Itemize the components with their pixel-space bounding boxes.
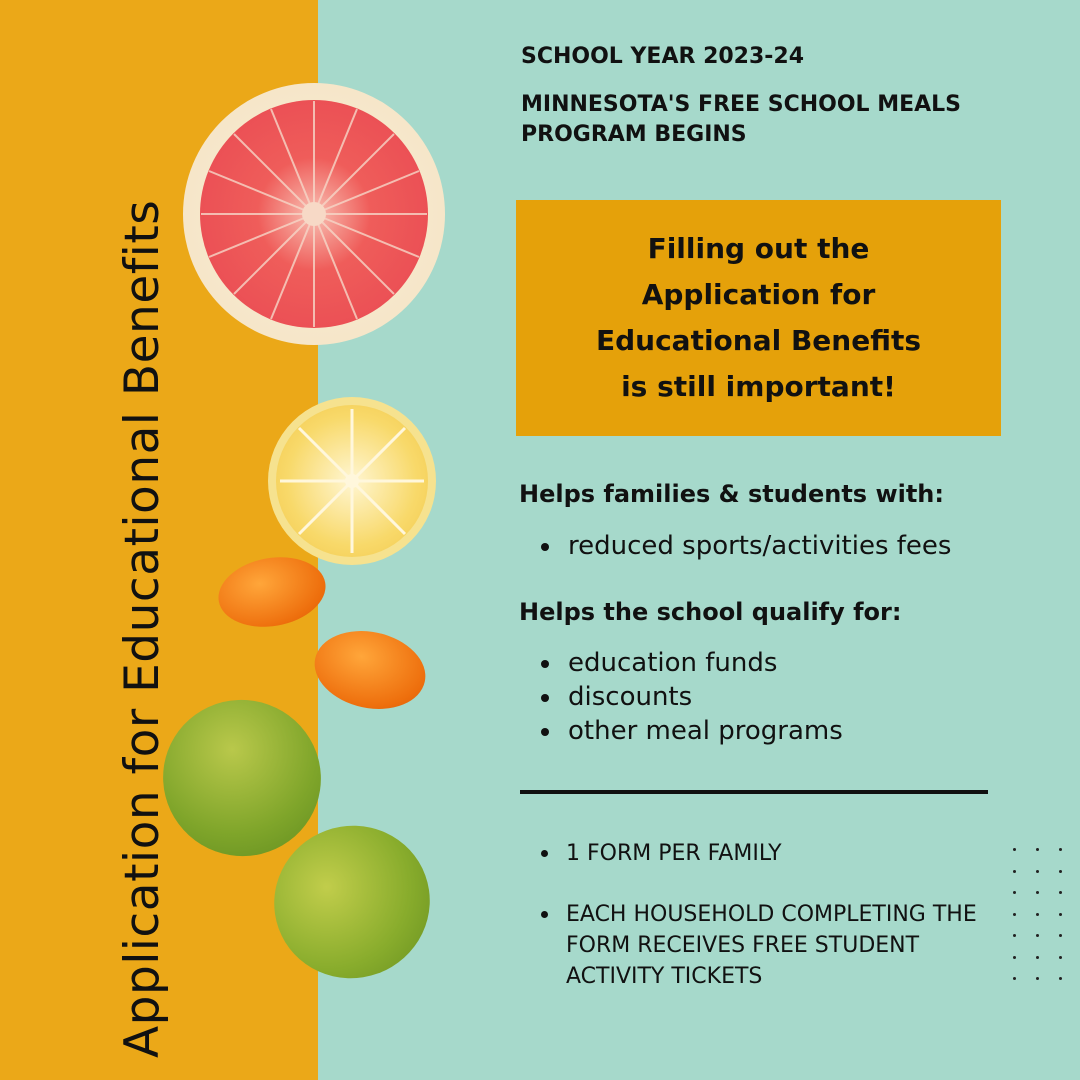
- divider: [520, 790, 988, 794]
- bullet-icon: [541, 543, 549, 551]
- lemon-image: [268, 397, 436, 565]
- grid-dot: [1036, 870, 1039, 873]
- notes-list: [541, 838, 991, 992]
- grid-dot: [1059, 956, 1062, 959]
- note-item: EACH HOUSEHOLD COMPLETING THE FORM RECEIVES FREE STUDENT ACTIVITY TICKETS: [541, 899, 991, 992]
- grid-dot: [1013, 913, 1016, 916]
- callout-line: Educational Benefits: [595, 324, 922, 357]
- vertical-title: Application for Educational Benefits: [115, 199, 170, 1058]
- bullet-icon: [541, 694, 549, 702]
- list-item: reduced sports/activities fees: [541, 529, 951, 563]
- decorative-dot-grid: [1013, 848, 1073, 988]
- grid-dot: [1013, 891, 1016, 894]
- grid-dot: [1059, 848, 1062, 851]
- bullet-icon: [541, 728, 549, 736]
- callout-line: is still important!: [621, 370, 896, 403]
- bullet-icon: [541, 911, 548, 918]
- grid-dot: [1013, 848, 1016, 851]
- grid-dot: [1013, 956, 1016, 959]
- grid-dot: [1013, 977, 1016, 980]
- grid-dot: [1036, 977, 1039, 980]
- program-heading: MINNESOTA'S FREE SCHOOL MEALS PROGRAM BEGINS: [521, 92, 962, 147]
- callout-text: [516, 226, 1001, 410]
- grid-dot: [1059, 977, 1062, 980]
- grapefruit-image: [183, 83, 445, 345]
- callout-line: Application for: [641, 278, 876, 311]
- grid-dot: [1036, 956, 1039, 959]
- list-item: discounts: [541, 680, 843, 714]
- school-list: [541, 646, 843, 748]
- list-item: other meal programs: [541, 714, 843, 748]
- school-year-heading: SCHOOL YEAR 2023-24: [521, 44, 805, 69]
- list-item: education funds: [541, 646, 843, 680]
- grid-dot: [1059, 891, 1062, 894]
- school-heading: Helps the school qualify for:: [519, 598, 902, 626]
- families-list: [541, 529, 951, 563]
- families-heading: Helps families & students with:: [519, 480, 944, 508]
- grid-dot: [1036, 891, 1039, 894]
- bullet-icon: [541, 850, 548, 857]
- grid-dot: [1036, 934, 1039, 937]
- grid-dot: [1013, 934, 1016, 937]
- grid-dot: [1059, 870, 1062, 873]
- grid-dot: [1036, 913, 1039, 916]
- grid-dot: [1036, 848, 1039, 851]
- note-item: 1 FORM PER FAMILY: [541, 838, 991, 869]
- grid-dot: [1059, 934, 1062, 937]
- bullet-icon: [541, 660, 549, 668]
- callout-box: [516, 200, 1001, 436]
- grid-dot: [1013, 870, 1016, 873]
- callout-line: Filling out the: [647, 232, 870, 265]
- grid-dot: [1059, 913, 1062, 916]
